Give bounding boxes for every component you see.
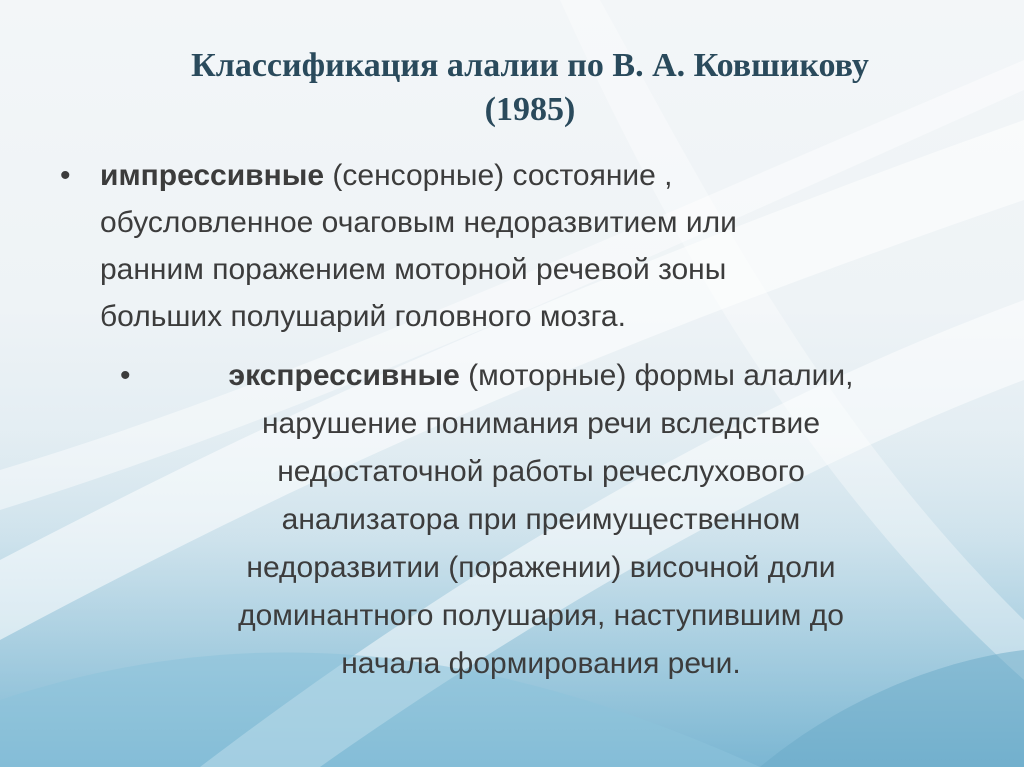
bullet-line: недостаточной работы речеслухового	[277, 455, 805, 488]
bullet-text: (сенсорные) состояние ,	[324, 159, 673, 192]
bullet-line: нарушение понимания речи вследствие	[261, 407, 821, 440]
bullet-body	[152, 352, 930, 688]
title-line-2: (1985)	[484, 91, 576, 128]
bullet-line: обусловленное очаговым недоразвитием или	[100, 206, 737, 239]
bullet-marker: •	[120, 359, 131, 392]
bullet-term: экспрессивные	[228, 359, 460, 392]
bullet-line: больших полушарий головного мозга.	[100, 300, 626, 333]
bullet-text: (моторные) формы алалии,	[459, 359, 854, 392]
bullet-line: анализатора при преимущественном	[281, 503, 801, 536]
bullet-line: ранним поражением моторной речевой зоны	[100, 253, 727, 286]
bullet-body	[100, 152, 890, 340]
bullet-term: импрессивные	[100, 159, 325, 192]
bullet-impressive	[60, 152, 890, 340]
bullet-line: недоразвитии (поражении) височной доли	[246, 551, 836, 584]
bullet-line: доминантного полушария, наступившим до	[238, 599, 844, 632]
bullet-marker: •	[60, 159, 71, 192]
slide-title	[80, 44, 980, 132]
bullet-line	[152, 352, 930, 400]
bullet-line	[100, 152, 890, 199]
title-line-1: Классификация алалии по В. А. Ковшикову	[191, 47, 869, 84]
bullet-expressive	[120, 352, 930, 688]
bullet-line: начала формирования речи.	[341, 647, 741, 680]
